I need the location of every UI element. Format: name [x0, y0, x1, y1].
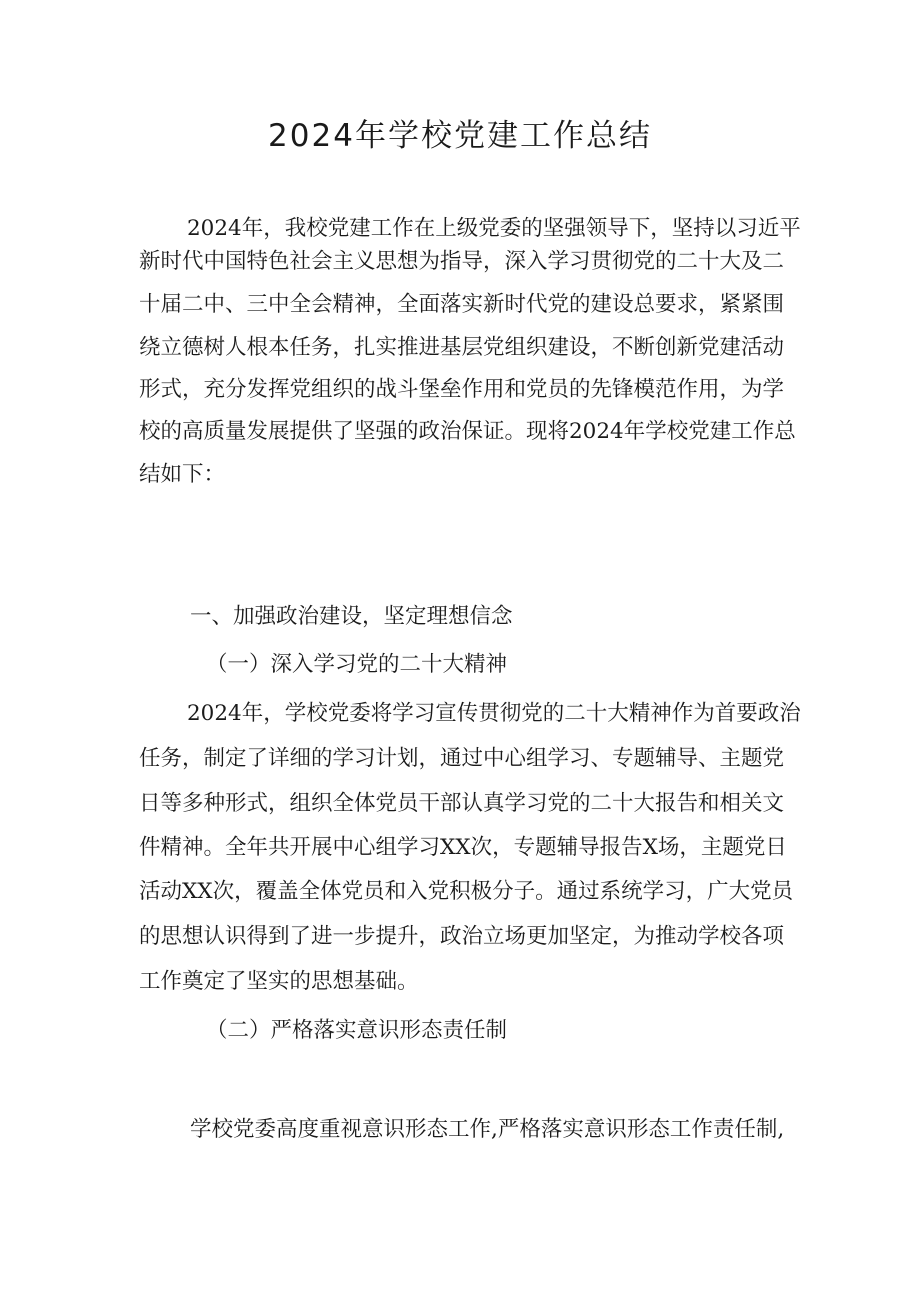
subsection-heading: （一）深入学习党的二十大精神	[206, 652, 508, 677]
paragraph-line: 2024年，学校党委将学习宣传贯彻党的二十大精神作为首要政治	[187, 701, 801, 726]
intro-line: 结如下：	[139, 462, 226, 487]
intro-line: 绕立德树人根本任务，扎实推进基层党组织建设，不断创新党建活动	[139, 335, 785, 360]
paragraph-line: 件精神。全年共开展中心组学习XX次，专题辅导报告X场，主题党日	[139, 835, 787, 860]
intro-line: 2024年，我校党建工作在上级党委的坚强领导下，坚持以习近平	[187, 216, 801, 241]
section-heading: 一、加强政治建设，坚定理想信念	[190, 604, 513, 629]
intro-line: 新时代中国特色社会主义思想为指导，深入学习贯彻党的二十大及二	[139, 249, 785, 274]
intro-line: 形式，充分发挥党组织的战斗堡垒作用和党员的先锋模范作用，为学	[139, 377, 785, 402]
paragraph-line: 日等多种形式，组织全体党员干部认真学习党的二十大报告和相关文	[139, 791, 785, 816]
paragraph-line: 学校党委高度重视意识形态工作,严格落实意识形态工作责任制,	[190, 1117, 785, 1142]
subsection-heading: （二）严格落实意识形态责任制	[206, 1018, 508, 1043]
paragraph-line: 工作奠定了坚实的思想基础。	[139, 969, 419, 994]
paragraph-line: 任务，制定了详细的学习计划，通过中心组学习、专题辅导、主题党	[139, 746, 785, 771]
document-title: 2024年学校党建工作总结	[268, 118, 652, 154]
intro-line: 十届二中、三中全会精神，全面落实新时代党的建设总要求，紧紧围	[139, 292, 785, 317]
paragraph-line: 活动XX次，覆盖全体党员和入党积极分子。通过系统学习，广大党员	[139, 879, 794, 904]
paragraph-line: 的思想认识得到了进一步提升，政治立场更加坚定，为推动学校各项	[139, 924, 785, 949]
intro-line: 校的高质量发展提供了坚强的政治保证。现将2024年学校党建工作总	[139, 419, 796, 444]
